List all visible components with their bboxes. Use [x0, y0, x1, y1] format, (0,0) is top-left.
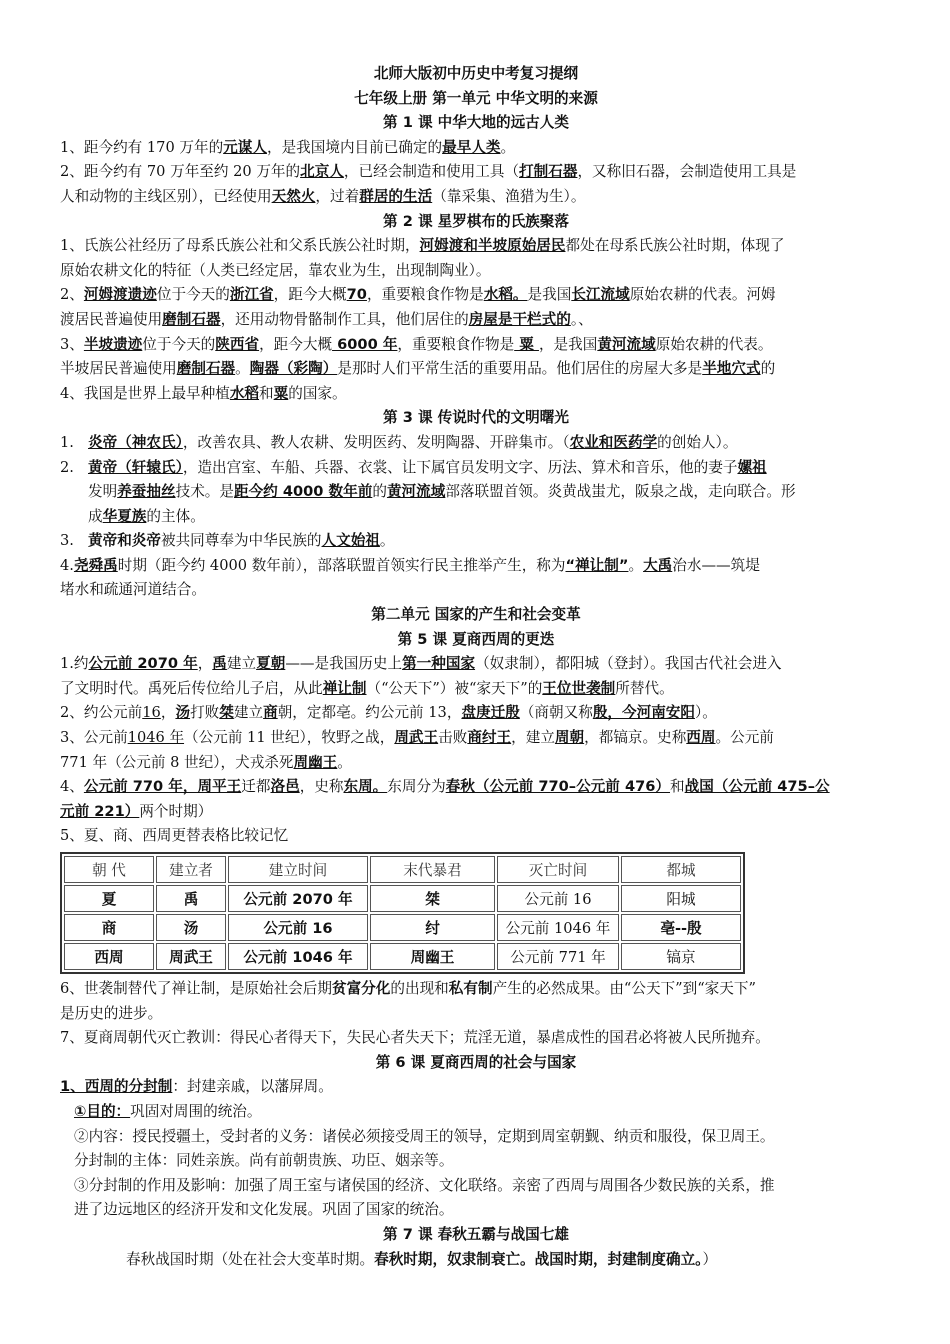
table-row — [64, 885, 741, 912]
lesson6-para4: 分封制的主体：同姓亲族。尚有前朝贵族、功臣、姻亲等。 — [74, 1152, 454, 1170]
lesson7-heading: 第 7 课 春秋五霸与战国七雄 — [383, 1225, 569, 1243]
lesson6-heading: 第 6 课 夏商西周的社会与国家 — [375, 1053, 577, 1071]
lesson6-para3: ②内容：授民授疆土，受封者的义务：诸侯必须接受周王的领导，定期到周室朝觐、纳贡和服役，保卫周王。 — [74, 1127, 775, 1145]
table-cell: 西周 — [64, 943, 154, 970]
lesson2-heading: 第 2 课 星罗棋布的氏族聚落 — [383, 212, 569, 230]
doc-title: 北师大版初中历史中考复习提纲 — [373, 65, 579, 82]
table-row — [64, 914, 741, 941]
lesson3-item2: 2. 黄帝（轩辕氏），造出宫室、车船、兵器、衣裳、让下属官员发明文字、历法、算术和音乐，他的妻子嫘祖 发明养蚕抽丝技术。是距今约 4000 数年前的黄河流域部落联盟首领。炎黄战蚩尤，阪泉之战，走向联合。形 成华夏族的主体。 — [60, 458, 796, 525]
lesson1-para1: 1、距今约有 170 万年的元谋人，是我国境内目前已确定的最早人类。 — [60, 138, 516, 156]
table-cell: 周武王 — [156, 943, 226, 970]
table-header-cell: 灭亡时间 — [497, 856, 619, 883]
lesson2-para2: 2、河姆渡遗迹位于今天的浙江省，距今大概70，重要粮食作物是水稻。是我国长江流域原始农耕的代表。河姆 渡居民普遍使用磨制石器，还用动物骨骼制作工具，他们居住的房屋是干栏式的。、 — [60, 286, 776, 328]
table-cell: 夏 — [64, 885, 154, 912]
table-cell: 公元前 771 年 — [497, 943, 619, 970]
table-cell: 纣 — [370, 914, 495, 941]
table-header-cell: 末代暴君 — [370, 856, 495, 883]
table-header-cell: 朝 代 — [64, 856, 154, 883]
lesson5-para2: 2、约公元前16，汤打败桀建立商朝，定都亳。约公元前 13，盘庚迁殷（商朝又称殷，今河南安阳）。 — [60, 704, 717, 722]
lesson5-para4: 4、公元前 770 年，周平王迁都洛邑，史称东周。东周分为春秋（公元前 770–公元前 476）和战国（公元前 475–公 元前 221）两个时期） — [60, 778, 830, 820]
table-cell: 周幽王 — [370, 943, 495, 970]
lesson1-heading: 第 1 课 中华大地的远古人类 — [383, 114, 569, 132]
table-cell: 公元前 16 — [497, 885, 619, 912]
table-row — [64, 943, 741, 970]
table-cell: 亳--殷 — [621, 914, 741, 941]
lesson3-heading: 第 3 课 传说时代的文明曙光 — [383, 409, 569, 427]
table-cell: 公元前 1046 年 — [228, 943, 368, 970]
lesson3-item3: 3. 黄帝和炎帝被共同尊奉为中华民族的人文始祖。 — [60, 532, 395, 550]
lesson6-para5: ③分封制的作用及影响：加强了周王室与诸侯国的经济、文化联络。亲密了西周与周围各少数民族的关系，推 进了边远地区的经济开发和文化发展。巩固了国家的统治。 — [74, 1176, 775, 1219]
lesson1-para2: 2、距今约有 70 万年至约 20 万年的北京人，已经会制造和使用工具（打制石器，又称旧石器，会制造使用工具是 人和动物的主线区别），已经使用天然火，过着群居的生活（靠采集、渔猎为生）。 — [60, 163, 797, 205]
table-cell: 汤 — [156, 914, 226, 941]
table-header-cell: 建立时间 — [228, 856, 368, 883]
unit2-heading: 第二单元 国家的产生和社会变革 — [371, 606, 581, 624]
lesson6-para1: 1、西周的分封制：封建亲戚，以藩屏周。 — [60, 1078, 333, 1096]
lesson2-para1: 1、氏族公社经历了母系氏族公社和父系氏族公社时期，河姆渡和半坡原始居民都处在母系氏族公社时期，体现了 原始农耕文化的特征（人类已经定居，靠农业为生，出现制陶业）。 — [60, 237, 785, 279]
table-cell: 禹 — [156, 885, 226, 912]
lesson5-para1: 1.约公元前 2070 年，禹建立夏朝——是我国历史上第一种国家（奴隶制），都阳城（登封）。我国古代社会进入 了文明时代。禹死后传位给儿子启，从此禅让制（“公天下”）被“家天下”的王位世袭制所替代。 — [60, 655, 782, 697]
table-cell: 公元前 1046 年 — [497, 914, 619, 941]
lesson7-para1: 春秋战国时期（处在社会大变革时期。春秋时期，奴隶制衰亡。战国时期，封建制度确立。） — [126, 1250, 718, 1268]
table-header-cell: 都城 — [621, 856, 741, 883]
lesson2-para4: 4、我国是世界上最早种植水稻和粟的国家。 — [60, 384, 347, 402]
table-cell: 阳城 — [621, 885, 741, 912]
table-cell: 镐京 — [621, 943, 741, 970]
lesson3-item1: 1. 炎帝（神农氏），改善农具、教人农耕、发明医药、发明陶器、开辟集市。（农业和医药学的创始人）。 — [60, 433, 738, 451]
dynasty-comparison-table — [60, 852, 745, 974]
lesson5-para7: 7、夏商周朝代灭亡教训：得民心者得天下，失民心者失天下；荒淫无道，暴虐成性的国君必将被人民所抛弃。 — [60, 1029, 770, 1047]
lesson5-para6: 6、世袭制替代了禅让制，是原始社会后期贫富分化的出现和私有制产生的必然成果。由“公天下”到“家天下” 是历史的进步。 — [60, 980, 756, 1022]
lesson5-para3: 3、公元前1046 年（公元前 11 世纪），牧野之战，周武王击败商纣王，建立周朝，都镐京。史称西周。公元前 771 年（公元前 8 世纪），犬戎杀死周幽王。 — [60, 729, 774, 771]
table-cell: 商 — [64, 914, 154, 941]
table-cell: 公元前 16 — [228, 914, 368, 941]
lesson5-para5: 5、夏、商、西周更替表格比较记忆 — [60, 827, 289, 845]
table-cell: 公元前 2070 年 — [228, 885, 368, 912]
lesson2-para3: 3、半坡遗迹位于今天的陕西省，距今大概 6000 年，重要粮食作物是 粟 ，是我国黄河流域原始农耕的代表。 半坡居民普遍使用磨制石器。陶器（彩陶）是那时人们平常生活的重要用品。他们居住的房屋大多是半地穴式的 — [60, 335, 776, 378]
lesson6-para2: ①目的：巩固对周围的统治。 — [74, 1102, 262, 1120]
table-header-row — [64, 856, 741, 883]
table-cell: 桀 — [370, 885, 495, 912]
unit1-heading: 七年级上册 第一单元 中华文明的来源 — [354, 89, 598, 107]
lesson3-item4: 4.尧舜禹时期（距今约 4000 数年前），部落联盟首领实行民主推举产生，称为“禅让制”。大禹治水——筑堤 堵水和疏通河道结合。 — [60, 556, 760, 599]
table-header-cell: 建立者 — [156, 856, 226, 883]
lesson5-heading: 第 5 课 夏商西周的更迭 — [397, 630, 555, 648]
document-page — [60, 62, 892, 1272]
